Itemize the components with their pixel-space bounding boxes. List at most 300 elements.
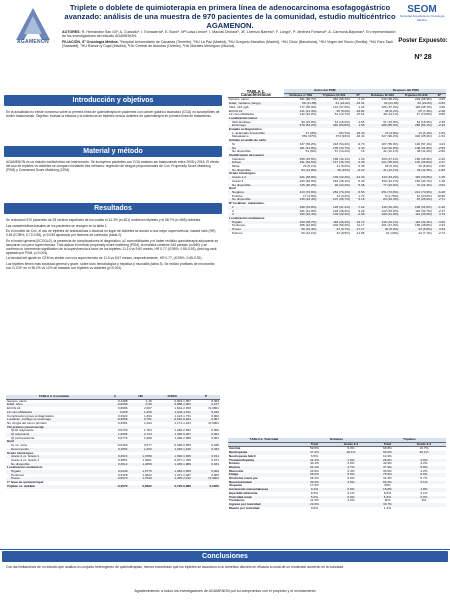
table1-row-label: Localización tumor xyxy=(228,117,284,121)
table3-cell: 15.8% xyxy=(373,488,402,492)
table1-row-label: Negativo xyxy=(228,191,284,195)
table1-cell: 17 (3%) xyxy=(284,132,317,136)
table1-caption: TABLA 1. xyxy=(246,89,266,94)
results-paragraph: La bondad del ajuste en CEM es similar con una supervivencia de 11.5 vs 8.67 meses, respectivamente, HR 0.77, (IC95%, 0.65-0.92). xyxy=(6,256,203,260)
table2-row-label: Grado histológico xyxy=(7,451,34,455)
table2-row-label: Triplete vs. doblete xyxy=(6,485,102,489)
table1-cell: 110 (32,4%) xyxy=(399,221,432,225)
table2-cell-b: 1,0096 xyxy=(102,433,128,437)
table1-cell: 107 (26,7%) xyxy=(317,198,350,202)
table2-row-label: Qt perioperatoria xyxy=(11,436,35,440)
table1-cell: 69 (12,1%) xyxy=(301,231,317,235)
authors-line xyxy=(62,30,398,39)
table1-cell: 9.29 xyxy=(358,209,365,213)
table1-cell: 31 (10%) xyxy=(385,231,399,235)
table1-cell: -2.49 xyxy=(433,124,446,128)
table1-cell: -8.22 xyxy=(351,169,366,173)
table1-cell: 327 (96,2%) xyxy=(381,135,399,139)
table1-cell: 116 (34,1%) xyxy=(365,221,399,225)
table1-body xyxy=(228,98,446,236)
table1-cell: 1.54 xyxy=(433,132,446,136)
table2-row-label: 1ª línea de quimioterapia xyxy=(7,481,44,485)
table1-cell: 14 (4,1%) xyxy=(399,132,432,136)
table2-cell-ci: 0,977-1,796 xyxy=(174,458,191,462)
table1-cell: 187 (55,0%) xyxy=(381,142,399,146)
table1-cell: 108 (31,8%) xyxy=(365,213,399,217)
table1-cell: 135 (33,7%) xyxy=(317,147,350,151)
table1-cell: 87 (25,6%) xyxy=(399,198,432,202)
table3-cell: 2.1% xyxy=(347,491,355,495)
table1-row-label: Hígado xyxy=(228,221,284,225)
table2-cell-b: 0,1488 xyxy=(117,399,128,403)
table2-cell-ci: 1,644-2,450 xyxy=(174,407,191,411)
table3-row xyxy=(228,507,446,511)
table3-cell: 17.5% xyxy=(310,484,319,488)
table1-cell: -1.54 xyxy=(437,135,445,139)
table2-row-label: 3+ vs. otros xyxy=(11,444,28,448)
table1-cell: 118 (38,7%) xyxy=(415,105,432,109)
table1-cell: 232 (68,2%) xyxy=(381,97,399,102)
table1-cell: -27.61 xyxy=(355,113,365,117)
table1-row-label: Estómago xyxy=(228,124,284,128)
table1-cell: -13.33 xyxy=(351,176,366,180)
agamenon-logo xyxy=(4,6,62,48)
table3-cell: 6% xyxy=(421,499,427,503)
table2-cell-b: -0,2866 xyxy=(102,418,128,422)
table3-row-label: Trombocitopenia xyxy=(228,459,300,463)
table1-cell: 51 (9%) xyxy=(305,150,317,154)
table2-col-p: P xyxy=(192,395,220,399)
table1-cell: 112 (32,9%) xyxy=(365,147,399,151)
table3-cell: 2.4% xyxy=(347,469,355,473)
table1-cell: 224 (65,9%) xyxy=(414,97,432,102)
table3-cell: 28.0% xyxy=(373,459,402,463)
table1-cell: 48 (12%) xyxy=(317,169,350,173)
table3-row-label: Neutropenia febril xyxy=(229,454,256,458)
table3-cell: 5.0% xyxy=(300,496,329,500)
table2-caption: TABLA 2. Covariable xyxy=(6,395,102,399)
table3-row-label: Muerte por toxicidad xyxy=(229,506,260,510)
table1-row-label: No disponible xyxy=(228,184,284,188)
poster-number: Nº 28 xyxy=(414,54,432,61)
table1-cell: -2.47 xyxy=(437,209,445,213)
table2-cell-hr: 1,3201 xyxy=(142,458,152,462)
table3 xyxy=(228,438,446,510)
table1-cell: 18 (5,3%) xyxy=(384,165,399,169)
intro-text: En la actualidad no existe consenso sobre la primera línea de quimioterapia en pacientes con cáncer gástrico avanzado (CGA) no susceptibles de recibir trastuzumab. Objetivo: evaluar la eficacia y la tolerancia de tripletes versus dobletes de quimioterapia en primera línea de tratamiento. xyxy=(6,110,220,118)
authors-block xyxy=(62,30,398,48)
table1-cell: 233 (40,9%) xyxy=(299,179,317,183)
table1-cell: 262 (65,3%) xyxy=(333,97,350,102)
table2-cell-ci: 1,071-1,487 xyxy=(174,473,191,477)
table2-cell-ci: 1,248-2,552 xyxy=(174,429,191,433)
table3-cell: 6.5% xyxy=(310,491,318,495)
table2-cell-p: <0,0001 xyxy=(207,407,219,411)
table1-cell: 194 (57,1%) xyxy=(414,142,432,146)
table1-cell: 51 (15,0%) xyxy=(383,120,399,124)
table1-cell: 5.16 xyxy=(351,198,366,202)
table1-cell: 373 (93%) xyxy=(335,135,350,139)
table1-cell: 20 (5,9%) xyxy=(365,228,399,232)
table2-row-label: Grado 3 vs. Grado 1 xyxy=(11,458,40,462)
table1-cell: 39 (11,5%) xyxy=(399,169,432,173)
table1-cell: 2.47 xyxy=(433,161,446,165)
table1-cell: 126 (31,4%) xyxy=(317,206,350,210)
table3-cell: 4.2% xyxy=(347,499,355,503)
table3-cell: 6.8% xyxy=(402,466,446,470)
table1-cell: 3.79 xyxy=(433,213,446,217)
table3-col-header: Total xyxy=(300,442,329,447)
table2-row-label: Tto previos (recurrencia) xyxy=(6,426,102,430)
table3-cell: 34.1% xyxy=(300,466,329,470)
table1-cell: 118 (29,4%) xyxy=(317,221,350,225)
table3-row-label: Toxicidad renal xyxy=(228,496,300,500)
table1-cell: 161 (47,4%) xyxy=(381,224,399,228)
table3-body xyxy=(228,447,446,510)
authors-label: AUTORES: xyxy=(62,30,81,34)
table1-cell: -5.53 xyxy=(351,191,366,195)
table3-col-header: Grado 3-4 xyxy=(402,442,446,447)
table1-cell: 191 (33,6%) xyxy=(284,161,317,165)
table3-row-label: Incremento transaminasas xyxy=(228,488,300,492)
table2-row-label: Her2 xyxy=(6,440,102,444)
table3-cell: 0.9% xyxy=(347,477,355,481)
table1-cell: 2.71 xyxy=(433,198,446,202)
table1-cell: -18.43 xyxy=(355,135,365,139)
table2-cell-hr: 1,4350 xyxy=(128,463,152,467)
table1-cell: -43.31 xyxy=(351,102,366,106)
affiliation-text: ¹Hospital Universitario de Canarias (Tenerife), ²HU La Paz (Madrid), ³HU Gregorio Marañón (Madrid), ⁴HU Clinic (Barcelona), ⁵HU Virgen del Rocío (Sevilla), ⁶HU Parc Taulí (Sabadell), ⁷HU Ramón y Cajal (Madrid), ⁸HU Central de Asturias (Oviedo), ⁹HU Morales Meseguer (Murcia). xyxy=(62,39,394,48)
table2-cell-p: 0,005 xyxy=(211,473,219,477)
table1-cell: 1.24 xyxy=(358,105,365,109)
table2-cell-b: 0,6776 xyxy=(117,436,128,440)
table1-cell: 145 (36,2%) xyxy=(333,209,350,213)
table1-row-label: No xyxy=(228,147,284,151)
table3-cell: 11% xyxy=(384,499,391,503)
table3-row-label: Fatiga xyxy=(228,473,300,477)
table1-cell: -19.72 xyxy=(351,221,366,225)
table2-row-label: No disponible xyxy=(6,463,102,467)
table2-cell-ci: 1,044-1,511 xyxy=(153,411,192,415)
table1-cell: 13 (3,8%) xyxy=(365,132,399,136)
table1-cell: 106 (37,3%) xyxy=(381,105,399,109)
results-paragraph: Las características basales de los pacientes se recogen en la tabla 1. xyxy=(6,223,108,228)
table2-cell-b: 0,5670 xyxy=(102,477,128,481)
table1-cell: -2.06 xyxy=(351,213,366,217)
table1-cell: 115 (33,8%) xyxy=(399,176,432,180)
table2-body xyxy=(6,399,220,488)
table2-row-label: Localizac. esófago vs estómago xyxy=(6,418,102,422)
table1-cell: 3.29 xyxy=(433,228,446,232)
table2-cell-b: 0,3612 xyxy=(102,463,128,467)
table1-cell: 340 (84,8%) xyxy=(317,124,350,128)
table3-row-label: Síndrome mano pie xyxy=(229,477,258,481)
table1-cell: 77 (22,6%) xyxy=(365,184,399,188)
table3-caption: TABLA 3. Toxicidad xyxy=(228,438,300,442)
table1-cell: 72 (21,2%) xyxy=(399,184,432,188)
table1-cell: 113 (33,2%) xyxy=(365,176,399,180)
table1-row-label: No disponible xyxy=(232,150,251,154)
table2-row-label: ECOG ≥2 xyxy=(7,407,21,411)
table1-row-label: Sí xyxy=(232,142,235,146)
table2-cell-b: 0,2449 xyxy=(102,470,128,474)
table3-group-dobletes: Dobletes xyxy=(300,438,373,442)
table1-cell: 61 (15,2%) xyxy=(334,120,350,124)
agamenon-logo-text: AGAMENON xyxy=(16,39,50,45)
table1-group-before: Antes del PSM xyxy=(284,89,365,93)
table1-cell: -0.63 xyxy=(433,102,446,106)
table2-cell-ci: 1,171-1,431 xyxy=(174,421,191,425)
table1-row-label: Peritoneo xyxy=(232,224,246,228)
acknowledgement-footer: Agradecimiento: a todos los investigadores de AGAMENON por su compromiso con el proyecto y el reclutamiento xyxy=(134,589,316,593)
table1-cell: 2.94 xyxy=(438,224,445,228)
table1-row-label: Positivo xyxy=(232,194,243,198)
table3-cell: 1.5% xyxy=(329,459,373,463)
table1-cell: -6.48 xyxy=(433,191,446,195)
table2-row-label: Localización metástasis xyxy=(7,466,43,470)
table2-grid xyxy=(6,395,220,489)
table2-cell-hr: 0,751 xyxy=(128,418,152,422)
table1-row-label: Tallo Esófago xyxy=(232,120,251,124)
table1-row-label: Género, varón xyxy=(229,97,249,102)
table2-cell-b: 0,2329 xyxy=(117,473,128,477)
table2-col-b: b xyxy=(102,395,128,399)
table1-cell: 198 (34,8%) xyxy=(284,206,317,210)
table2-cell-ci: 0,725-0,988 xyxy=(153,485,192,489)
table1-cell: 66 (21-88) xyxy=(284,102,317,106)
table1-cell: 118 (34,7%) xyxy=(415,209,432,213)
results-paragraph: Los tripletes tienen más toxicidad general y grave, sobre todo hematológica y hepática y mucositis (tabla 3). Se realizó profilaxis de neumonitis con G-CSF en el 36.2% vs 12% de tratados con tripletes vs dobletes (p<0.001). xyxy=(6,261,215,270)
table1-cell: 1.18 xyxy=(438,179,445,183)
table1-cell: 130 (32,4%) xyxy=(317,176,350,180)
table1-cell: 34 (8,5%) xyxy=(336,231,350,235)
table3-cell: 0.6% xyxy=(310,506,318,510)
table1-cell: 150 (44,1%) xyxy=(381,179,399,183)
table1-cell: -9.70 xyxy=(357,142,365,146)
table1-cell: 108 (31,8%) xyxy=(399,206,432,210)
table1-cell: 241 (70,9%) xyxy=(399,191,432,195)
table1-cell: 2.49 xyxy=(438,120,445,124)
table3-cell: 10.7% xyxy=(419,446,429,451)
table2-row-label: Grado 2 vs. Grado 1 xyxy=(6,455,102,459)
methods-text: AGAMENON es un estudio multicéntrico sin intervención. Se incluyeron pacientes con CGA tratados sin trastuzumab entre 2008 y 2016. El efecto del uso de tripletes vs dobletes se comparó mediante tres métodos: regresión de riesgos proporcionales de Cox, Propensity Score Matching (PSM) y Coarsened Score Matching (CEM). xyxy=(6,160,220,172)
table2-cell-hr: 1,7630 xyxy=(128,477,152,481)
results-paragraph: En el match general (ECOG≥2), la presencia de complicaciones al diagnóstico, ≥2 comorbilidades y el haber recibido quimioterapia adyuvante se asociaron con peor supervivencia. Tras aplicar el método propensity score matching (PSM), la muestra contiene 340 parejas (n=680) y se confirma un incremento significativo de la supervivencia a favor de los tripletes: 11.14 vs 9.60 meses, HR 0.77 (IC95%, 0.65-0.92), (test log-rank ajustado por PSM, p=0.004). xyxy=(6,238,219,255)
table3-cell: 36.6% xyxy=(383,469,392,473)
table2-row-label: Edad, años xyxy=(6,403,102,407)
results-heading: Resultados xyxy=(4,203,222,214)
table2-cell-p: 0,363 xyxy=(211,399,219,403)
table2-cell-p: 0,0355 xyxy=(192,485,220,489)
table2-row-label: Género, varón xyxy=(7,399,27,403)
table3-cell: 8.6% xyxy=(383,491,391,495)
table1-cell: 90 (22,4%) xyxy=(317,184,350,188)
table1-cell: 115 (20,2%) xyxy=(284,184,317,188)
table3-row-label: Neutropenia xyxy=(228,451,300,455)
table3-row-label: Alopecia xyxy=(229,484,242,488)
table1-cell: 16 xyxy=(361,150,365,154)
table3-cell: 22.6% xyxy=(300,503,329,507)
table1-cell: 202 (50,4%) xyxy=(333,224,350,228)
table1-cell: 13 (3,2%) xyxy=(336,194,350,198)
table2-cell-b: 0,2581 xyxy=(117,421,128,425)
table2-row-label: Complicación grave al diagnóstico xyxy=(7,414,54,418)
table3-cell: 1.2% xyxy=(383,506,391,510)
table3-cell: 8.6% xyxy=(402,473,446,477)
table1-cell: 337 (59,2%) xyxy=(299,142,317,146)
table2-cell-p: 0,004 xyxy=(192,470,220,474)
table3-grid xyxy=(228,438,446,510)
table2-cell-p: 0,002 xyxy=(211,414,219,418)
table1-row-label: ≥2 comorbilidades xyxy=(229,113,255,117)
table1-cell: 190 (33,4%) xyxy=(284,213,317,217)
table1-cell: 4.99 xyxy=(438,105,445,109)
table1-cell: -2.74 xyxy=(437,231,445,235)
authors-text: R. Hernández San Gil¹, A. Custodio², I. Echavarría³, E. Buxó⁴, Mª Luisa Limón⁵, I. Macías Declara⁶, JE. Lorenzo Barreto¹, F. Longo⁷, P. Jiménez Fonseca⁸, A. Carmona-Bayonas⁹. En representación de los investigadores del estudio AGAMENON. xyxy=(62,30,396,39)
table1-cell: 20 (5,9%) xyxy=(418,165,432,169)
table3-cell: 5.7% xyxy=(420,477,428,481)
table3-cell: 69% xyxy=(384,484,391,488)
table1-cell: 251 (73,8%) xyxy=(365,191,399,195)
table1-row-label: Intestinal xyxy=(232,157,245,161)
table3-row-label: Ingreso por toxicidad xyxy=(228,503,300,507)
table1-row-label: Células en anillo de sello xyxy=(228,139,284,143)
table2-cell-p: 0,016 xyxy=(192,411,220,415)
table1-cell: 391 (68,7%) xyxy=(299,97,317,102)
table1-col-header: Dª xyxy=(433,93,446,98)
table1-cell: 131 (37,5%) xyxy=(333,105,350,109)
table1-row-label: Hueso xyxy=(228,228,284,232)
table1-cell: -44.84 xyxy=(351,110,366,114)
table2-cell-b: 0,5700 xyxy=(117,429,128,433)
table1-cell: -1.65 xyxy=(357,120,365,124)
table2-row-label: Qt-Rt adyuvante xyxy=(11,429,34,433)
table2-cell-ci: 0,336-0,993 xyxy=(174,444,191,448)
table1-cell: 47 (13,8%) xyxy=(416,113,432,117)
table2-cell-ci: 0,903-1,357 xyxy=(174,399,191,403)
table1-cell: 413 (72,6%) xyxy=(284,191,317,195)
table1-cell: 281 (70,1%) xyxy=(317,191,350,195)
table1-cell: 25 (7,4%) xyxy=(399,110,432,114)
table3-cell: 4.2% xyxy=(420,469,428,473)
table2-cell-p: 0,011 xyxy=(192,455,220,459)
table2-cell-b: -0,0056 xyxy=(102,403,128,407)
table1-row xyxy=(228,232,446,236)
table2-col-hr: HR xyxy=(128,395,152,399)
table3-cell: 32.4% xyxy=(383,477,392,481)
table1-caption-sub: Características xyxy=(240,92,272,98)
affiliation-label: FILIACIÓN, Sº Oncología Médica: xyxy=(62,39,119,44)
table1-cell: 122 (35,9%) xyxy=(381,209,399,213)
table1-caption-cell xyxy=(228,89,284,98)
table1-row-label: Estadio al diagnóstico xyxy=(229,128,262,132)
table1-cell: 181 (31,8%) xyxy=(284,147,317,151)
results-paragraph: Se reclutaron 970 pacientes de 28 centros españoles de los cuales el 41.3% (n=401) recibieron tripletes y el 58.7% (n=565) dobletes. xyxy=(6,218,202,222)
table1-cell: 160 (47,1%) xyxy=(381,157,399,161)
table3-cell: 5.5% xyxy=(329,473,373,477)
table1-cell: 11.17 xyxy=(356,224,365,228)
table1-col-header: Tripletes N=340 xyxy=(399,93,432,98)
table3-cell: 0.6% xyxy=(329,488,373,492)
table1-cell: 114 (33,5%) xyxy=(399,213,432,217)
table1-cell: 552 (97%) xyxy=(302,135,317,139)
table1-cell: 108 (31,8%) xyxy=(399,147,432,151)
table2-cell-ci: 1,298-2,986 xyxy=(174,436,191,440)
table1-row-label: 1 xyxy=(228,206,284,210)
table3-cell: 56.5% xyxy=(373,451,402,455)
table1-cell: 24 (7,1%) xyxy=(418,231,432,235)
table1-cell: -7.23 xyxy=(357,97,365,102)
table3-cell: 75.6% xyxy=(373,473,402,477)
table2-cell-ci: 1,096-1,995 xyxy=(153,455,192,459)
table1-cell: 6.38 xyxy=(351,161,366,165)
table1-row-label: 3 xyxy=(228,213,284,217)
table1-cell: 29 (5,1%) xyxy=(303,165,317,169)
table1-cell: 90 (15,8%) xyxy=(301,120,317,124)
table2-cell-hr: 2,744 xyxy=(128,433,152,437)
table3-cell: 0.9% xyxy=(402,496,446,500)
table1-cell: 4.40 xyxy=(351,147,366,151)
table1-row-label: Grado 3 xyxy=(232,179,244,183)
table1-cell: 61 (22-82) xyxy=(317,102,350,106)
table1-cell: 259 (45,5%) xyxy=(299,157,317,161)
table3-cell: 3.9% xyxy=(402,459,446,463)
table2-cell-hr: 1,784 xyxy=(143,429,152,433)
table2-cell-p: 0,007 xyxy=(192,418,220,422)
table3-cell: 47.9% xyxy=(373,466,402,470)
table2-cell-hr: 1,2775 xyxy=(128,470,152,474)
table1-cell: 6 (1,76%) xyxy=(384,194,399,198)
table1-col-header: Dª xyxy=(351,93,366,98)
table3-cell: 0.6% xyxy=(329,496,373,500)
table2-cell-hr: 1,16 xyxy=(145,399,152,403)
table1-cell: 23 (6,8%) xyxy=(399,228,432,232)
table3-col-header: Grado 3-4 xyxy=(329,442,373,447)
table1-cell: -1.26 xyxy=(433,206,446,210)
conclusions-text: Con las limitaciones de un estudio que analiza un conjunto heterogéneo de quimioterapias, hemos encontrado que los tripletes se asociaron a un beneficio discreto en eficacia a costa de un moderado aumento en la toxicidad. xyxy=(6,565,344,569)
table2-cell-ci: 1,018-1,426 xyxy=(153,448,192,452)
table2-cell-p: 0,033 xyxy=(192,448,220,452)
table2-cell-hr: 1,294 xyxy=(143,421,152,425)
table2-row-label: Peritoneo xyxy=(11,473,25,477)
table2-cell-ci: 1,430-5,267 xyxy=(153,433,192,437)
poster-label: Poster Expuesto: xyxy=(398,38,448,44)
table2-row-label: Desconocido xyxy=(6,448,102,452)
table2-cell-p: 0,107 xyxy=(192,403,220,407)
table1-col-header: Dobletes n=569 xyxy=(284,93,317,98)
table3-cell: 68.8% xyxy=(383,446,392,451)
table3-row-label: Neurotoxicidad xyxy=(228,481,300,485)
table3-cell: 6.3% xyxy=(373,496,402,500)
table2-row-label: Qt adyuvante xyxy=(6,433,102,437)
table3-cell: 6.5% xyxy=(310,454,318,458)
table2-cell-b: 0,1852 xyxy=(102,448,128,452)
table3-cell: 9.2% xyxy=(300,488,329,492)
table2-cell-b: 0,3913 xyxy=(102,455,128,459)
table1-cell: 139 (24,4%) xyxy=(284,198,317,202)
table3-row-label: Hiperbilirrubinemia xyxy=(229,491,258,495)
table1-row-label: Nº localizac. metástasis. xyxy=(229,202,265,206)
table3-cell: 4.2% xyxy=(420,462,428,466)
table2-cell-p: 0,048 xyxy=(211,444,219,448)
table1-cell: -0.86 xyxy=(437,113,445,117)
table3-cell: 10.4% xyxy=(383,454,392,458)
table1-cell: 84 (14,8%) xyxy=(284,169,317,173)
table1-cell: 181 (45,1%) xyxy=(333,179,350,183)
table2-row xyxy=(6,485,220,489)
table3-row-label: Anemia xyxy=(229,446,241,451)
table2-cell-p: 0,031 xyxy=(192,463,220,467)
